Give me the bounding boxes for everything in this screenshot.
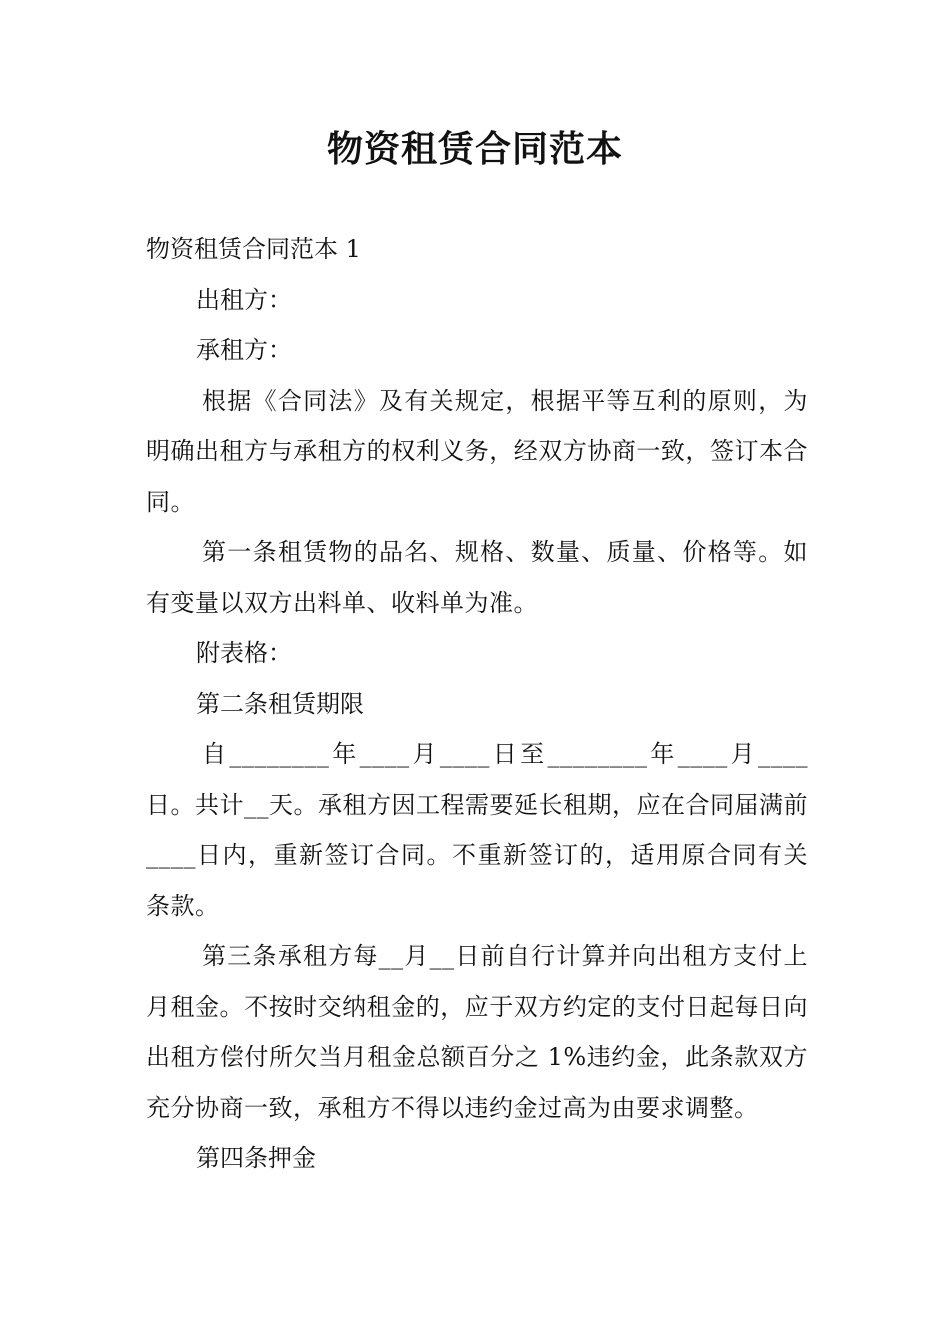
article-2-paragraph: 自________年____月____日至________年____月____日。共计__天。承租方因工程需要延长租期，应在合同届满前____日内，重新签订合同。不重新签订的，适用原合同有关条款。 (146, 740, 808, 920)
lessee-line: 承租方： (196, 336, 292, 364)
contract-subtitle: 物资租赁合同范本 1 (146, 235, 361, 263)
lessor-line: 出租方： (196, 285, 292, 314)
document-title: 物资租赁合同范本 (326, 129, 623, 170)
article-1-paragraph: 第一条租赁物的品名、规格、数量、质量、价格等。如有变量以双方出料单、收料单为准。 (146, 538, 808, 617)
preamble-paragraph: 根据《合同法》及有关规定，根据平等互利的原则，为明确出租方与承租方的权利义务，经双方协商一致，签订本合同。 (146, 386, 808, 516)
attachment-line: 附表格： (196, 639, 292, 667)
document-body (146, 224, 808, 1184)
article-4-heading: 第四条押金 (196, 1144, 316, 1172)
article-2-heading: 第二条租赁期限 (196, 689, 364, 718)
article-3-paragraph: 第三条承租方每__月__日前自行计算并向出租方支付上月租金。不按时交纳租金的，应于双方约定的支付日起每日向出租方偿付所欠当月租金总额百分之 1%违约金，此条款双方充分协商一致，承租方不得以违约金过高为由要求调整。 (146, 942, 808, 1122)
